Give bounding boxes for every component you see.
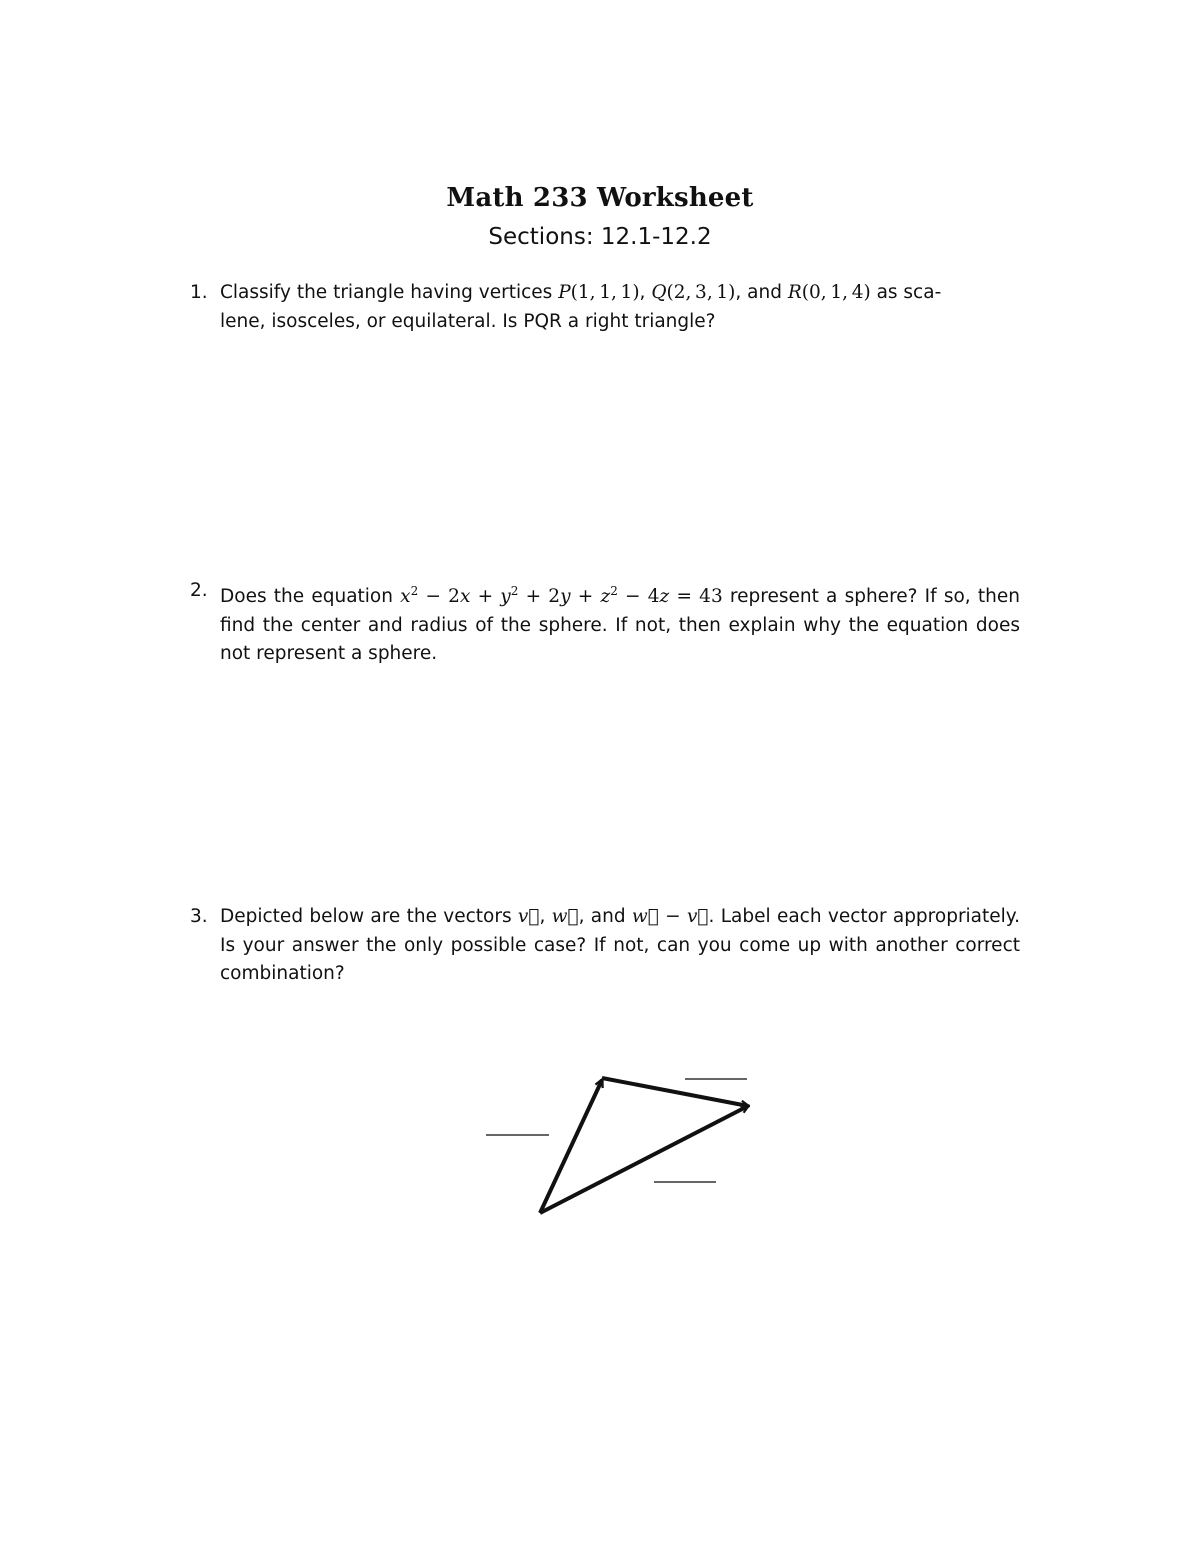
vector-arrow-left <box>540 1080 602 1213</box>
problem-1-text: Classify the triangle having vertices P(1, 1, 1), Q(2, 3, 1), and R(0, 1, 4) as sca- lene, isosceles, or equilateral. Is PQR a right triangle? <box>220 282 942 332</box>
problem-2-number: 2. <box>190 580 208 601</box>
vector-arrow-top <box>602 1078 748 1106</box>
page-subtitle: Sections: 12.1-12.2 <box>488 224 712 250</box>
problem-3-text: Depicted below are the vectors v⃗, w⃗, and w⃗ − v⃗. Label each vector appropriately. Is your answer the only possible case? If not, can you come up with another correct combination? <box>220 906 1020 984</box>
problem-2-text: Does the equation $x^2 - 2x + y^2 + 2y + z^2 - 4z = 43$ represent a sphere? If so, then find the center and radius of the sphere. If not, then explain why the equation does not represent a sphere. <box>220 584 1020 665</box>
problem-1-number: 1. <box>190 282 208 303</box>
problem-3-number: 3. <box>190 906 208 927</box>
vector-arrow-bottom <box>540 1106 748 1213</box>
page-title: Math 233 Worksheet <box>446 183 754 213</box>
